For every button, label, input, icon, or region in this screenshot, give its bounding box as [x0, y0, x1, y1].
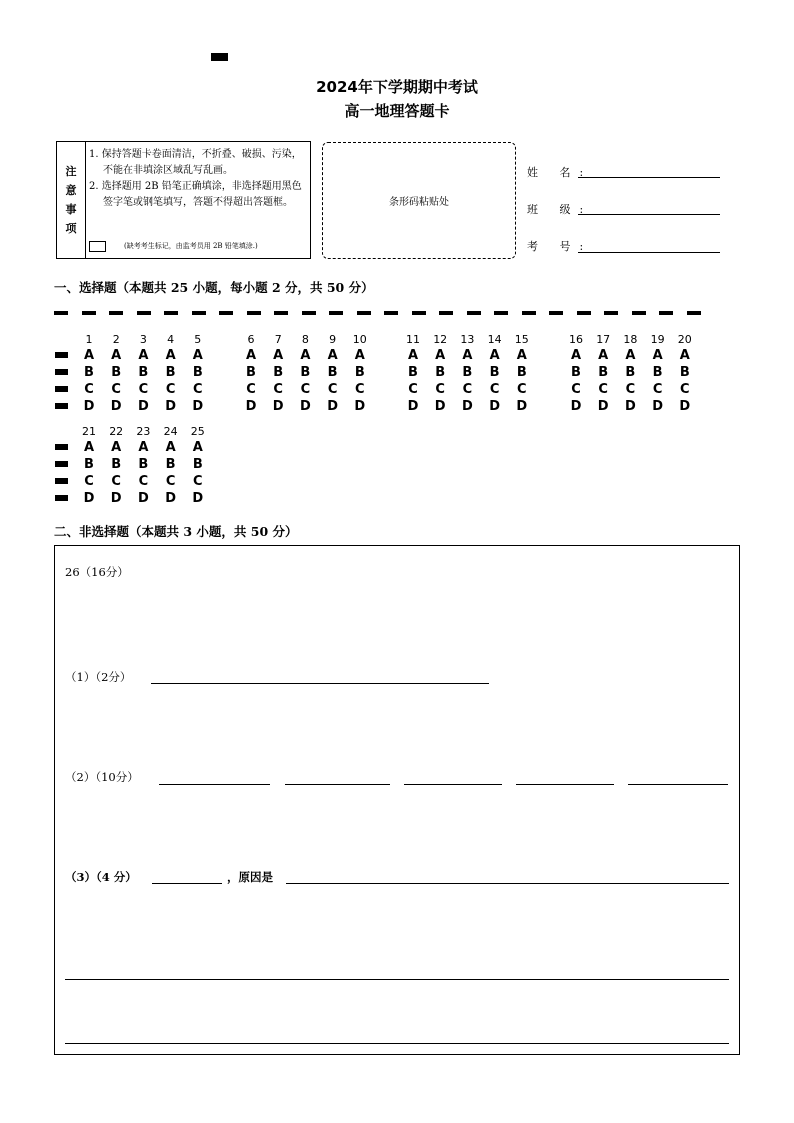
question-number: 6 — [247, 333, 255, 346]
row-timing-mark — [55, 461, 68, 467]
option-bubble-b[interactable]: B — [246, 365, 256, 380]
option-bubble-a[interactable]: A — [652, 348, 663, 363]
question-number: 19 — [650, 333, 665, 346]
option-bubble-a[interactable]: A — [570, 348, 582, 363]
timing-mark — [274, 311, 288, 315]
option-bubble-c[interactable]: C — [300, 382, 311, 397]
notice-item: 2. 选择题用 2B 铅笔正确填涂，非选择题用黑色签字笔或钢笔填写，答题不得超出答题框。 — [89, 181, 302, 208]
option-bubble-d[interactable]: D — [110, 491, 122, 506]
notice-label-char: 事 — [65, 203, 77, 216]
question-number: 1 — [85, 333, 93, 346]
option-bubble-a[interactable]: A — [516, 348, 527, 363]
option-bubble-c[interactable]: C — [193, 474, 203, 489]
barcode-label: 条形码粘贴处 — [389, 197, 449, 208]
q26-extra-answer-line[interactable] — [65, 1042, 729, 1044]
option-bubble-b[interactable]: B — [138, 365, 149, 380]
option-bubble-d[interactable]: D — [165, 399, 176, 414]
option-bubble-a[interactable]: A — [165, 440, 176, 455]
question-number: 4 — [167, 333, 175, 346]
question-number: 25 — [190, 425, 205, 438]
timing-mark — [357, 311, 371, 315]
option-bubble-b[interactable]: B — [111, 457, 122, 472]
q26-part2-answer-line[interactable] — [404, 783, 502, 785]
option-bubble-d[interactable]: D — [597, 399, 609, 414]
option-bubble-c[interactable]: C — [84, 474, 94, 489]
timing-mark — [439, 311, 453, 315]
q26-label: 26（16分） — [65, 565, 129, 579]
option-bubble-d[interactable]: D — [489, 399, 500, 414]
option-bubble-a[interactable]: A — [111, 348, 122, 363]
q26-part2-answer-line[interactable] — [159, 783, 270, 785]
q26-part3-reason-label: ，原因是 — [227, 870, 273, 884]
option-bubble-a[interactable]: A — [598, 348, 609, 363]
absent-marker-box[interactable] — [89, 241, 106, 252]
option-bubble-a[interactable]: A — [489, 348, 500, 363]
timing-mark — [54, 311, 68, 315]
option-bubble-d[interactable]: D — [192, 399, 204, 414]
option-bubble-a[interactable]: A — [192, 348, 203, 363]
timing-mark — [329, 311, 343, 315]
option-bubble-a[interactable]: A — [354, 348, 365, 363]
option-bubble-b[interactable]: B — [84, 365, 94, 380]
option-bubble-b[interactable]: B — [300, 365, 311, 380]
option-bubble-a[interactable]: A — [83, 348, 95, 363]
option-bubble-d[interactable]: D — [83, 399, 95, 414]
question-number: 10 — [352, 333, 367, 346]
timing-mark — [137, 311, 151, 315]
q26-part3-reason-line[interactable] — [286, 882, 729, 884]
q26-part2-answer-line[interactable] — [628, 783, 728, 785]
option-bubble-b[interactable]: B — [625, 365, 636, 380]
timing-mark — [577, 311, 591, 315]
question-number: 16 — [569, 333, 583, 346]
q26-part3-label: （3）（4 分） — [65, 870, 137, 884]
option-bubble-c[interactable]: C — [165, 382, 176, 397]
option-bubble-b[interactable]: B — [273, 365, 284, 380]
option-bubble-b[interactable]: B — [435, 365, 446, 380]
option-bubble-b[interactable]: B — [165, 457, 176, 472]
notice-label — [57, 142, 86, 258]
option-bubble-a[interactable]: A — [462, 348, 473, 363]
q26-extra-answer-line[interactable] — [65, 978, 729, 980]
barcode-area — [322, 142, 516, 259]
option-bubble-d[interactable]: D — [245, 399, 257, 414]
question-number: 24 — [163, 425, 178, 438]
timing-mark — [412, 311, 426, 315]
option-bubble-c[interactable]: C — [84, 382, 94, 397]
q26-part3-answer-line[interactable] — [152, 882, 222, 884]
option-bubble-b[interactable]: B — [462, 365, 473, 380]
question-number: 22 — [109, 425, 124, 438]
option-bubble-c[interactable]: C — [489, 382, 500, 397]
option-bubble-a[interactable]: A — [138, 348, 149, 363]
notice-text — [89, 147, 309, 211]
row-timing-mark — [55, 478, 68, 484]
row-timing-mark — [55, 386, 68, 392]
option-bubble-a[interactable]: A — [111, 440, 122, 455]
question-number: 3 — [139, 333, 147, 346]
option-bubble-b[interactable]: B — [598, 365, 609, 380]
option-bubble-c[interactable]: C — [273, 382, 283, 397]
question-number: 9 — [329, 333, 337, 346]
option-bubble-d[interactable]: D — [434, 399, 446, 414]
timing-mark — [164, 311, 178, 315]
option-bubble-a[interactable]: A — [407, 348, 419, 363]
absent-marker-note: (缺考考生标记，由监考员用 2B 铅笔填涂.) — [124, 242, 258, 250]
question-number: 17 — [596, 333, 611, 346]
option-bubble-a[interactable]: A — [83, 440, 95, 455]
option-bubble-b[interactable]: B — [84, 457, 94, 472]
q26-part2-answer-line[interactable] — [516, 783, 614, 785]
class-field[interactable] — [578, 213, 720, 215]
option-bubble-d[interactable]: D — [354, 399, 366, 414]
row-timing-mark — [55, 444, 68, 450]
q26-part1-answer-line[interactable] — [151, 682, 489, 684]
option-bubble-a[interactable]: A — [192, 440, 203, 455]
option-bubble-d[interactable]: D — [137, 491, 149, 506]
option-bubble-c[interactable]: C — [435, 382, 445, 397]
option-bubble-d[interactable]: D — [679, 399, 691, 414]
option-bubble-a[interactable]: A — [679, 348, 690, 363]
timing-mark — [247, 311, 261, 315]
option-bubble-b[interactable]: B — [516, 365, 527, 380]
q26-part2-answer-line[interactable] — [285, 783, 390, 785]
option-bubble-a[interactable]: A — [327, 348, 338, 363]
question-number: 20 — [677, 333, 692, 346]
option-bubble-d[interactable]: D — [83, 491, 95, 506]
option-bubble-b[interactable]: B — [165, 365, 176, 380]
option-bubble-b[interactable]: B — [111, 365, 122, 380]
absent-marker-row — [89, 238, 309, 254]
option-bubble-c[interactable]: C — [625, 382, 636, 397]
exam-id-field[interactable] — [578, 251, 720, 253]
option-bubble-c[interactable]: C — [571, 382, 581, 397]
option-bubble-a[interactable]: A — [273, 348, 284, 363]
question-number: 15 — [514, 333, 529, 346]
question-number: 11 — [406, 333, 420, 346]
option-bubble-d[interactable]: D — [272, 399, 284, 414]
question-number: 18 — [623, 333, 638, 346]
option-bubble-d[interactable]: D — [299, 399, 311, 414]
question-number: 12 — [433, 333, 448, 346]
option-bubble-a[interactable]: A — [625, 348, 636, 363]
option-bubble-a[interactable]: A — [245, 348, 257, 363]
question-number: 13 — [460, 333, 475, 346]
question-number: 2 — [112, 333, 120, 346]
option-bubble-a[interactable]: A — [165, 348, 176, 363]
option-bubble-d[interactable]: D — [461, 399, 473, 414]
option-bubble-d[interactable]: D — [137, 399, 149, 414]
timing-mark — [522, 311, 536, 315]
class-label: 班 级: — [527, 203, 593, 216]
option-bubble-d[interactable]: D — [110, 399, 122, 414]
option-bubble-c[interactable]: C — [355, 382, 365, 397]
option-bubble-b[interactable]: B — [408, 365, 418, 380]
option-bubble-c[interactable]: C — [111, 382, 121, 397]
q26-part1-label: （1）（2分） — [65, 670, 132, 684]
timing-mark — [494, 311, 508, 315]
question-number: 14 — [487, 333, 502, 346]
timing-mark — [192, 311, 206, 315]
question-number: 5 — [194, 333, 202, 346]
question-number: 7 — [274, 333, 282, 346]
timing-mark — [549, 311, 563, 315]
question-number: 21 — [82, 425, 96, 438]
option-bubble-c[interactable]: C — [138, 474, 149, 489]
row-timing-mark — [55, 403, 68, 409]
option-bubble-d[interactable]: D — [570, 399, 582, 414]
notice-box — [56, 141, 311, 259]
q26-part2-label: （2）（10分） — [65, 770, 139, 784]
option-bubble-c[interactable]: C — [165, 474, 176, 489]
option-bubble-b[interactable]: B — [327, 365, 338, 380]
notice-label-char: 注 — [65, 165, 77, 178]
timing-mark — [687, 311, 701, 315]
option-bubble-b[interactable]: B — [571, 365, 581, 380]
name-label: 姓 名: — [527, 166, 593, 179]
name-field[interactable] — [578, 176, 720, 178]
timing-mark — [632, 311, 646, 315]
question-number: 8 — [301, 333, 309, 346]
timing-mark — [219, 311, 233, 315]
option-bubble-c[interactable]: C — [408, 382, 418, 397]
timing-mark — [659, 311, 673, 315]
option-bubble-c[interactable]: C — [652, 382, 663, 397]
option-bubble-c[interactable]: C — [680, 382, 690, 397]
timing-mark — [302, 311, 316, 315]
option-bubble-d[interactable]: D — [165, 491, 176, 506]
timing-mark — [109, 311, 123, 315]
option-bubble-b[interactable]: B — [192, 365, 203, 380]
question-number: 23 — [136, 425, 151, 438]
position-mark — [211, 53, 228, 61]
option-bubble-d[interactable]: D — [192, 491, 204, 506]
exam-title: 2024年下学期期中考试 — [316, 78, 478, 96]
notice-label-char: 项 — [65, 222, 77, 235]
option-bubble-a[interactable]: A — [300, 348, 311, 363]
option-bubble-c[interactable]: C — [462, 382, 473, 397]
option-bubble-b[interactable]: B — [679, 365, 690, 380]
section1-title: 一、选择题（本题共 25 小题，每小题 2 分，共 50 分） — [54, 280, 374, 295]
notice-label-char: 意 — [65, 184, 77, 197]
timing-mark — [467, 311, 481, 315]
option-bubble-d[interactable]: D — [516, 399, 528, 414]
timing-mark — [82, 311, 96, 315]
option-bubble-b[interactable]: B — [192, 457, 203, 472]
option-bubble-c[interactable]: C — [193, 382, 203, 397]
option-bubble-b[interactable]: B — [489, 365, 500, 380]
option-bubble-c[interactable]: C — [327, 382, 338, 397]
option-bubble-d[interactable]: D — [407, 399, 419, 414]
option-bubble-c[interactable]: C — [246, 382, 256, 397]
row-timing-mark — [55, 369, 68, 375]
option-bubble-b[interactable]: B — [354, 365, 365, 380]
id-label: 考 号: — [527, 240, 593, 253]
option-bubble-c[interactable]: C — [598, 382, 608, 397]
row-timing-mark — [55, 495, 68, 501]
option-bubble-d[interactable]: D — [327, 399, 338, 414]
option-bubble-b[interactable]: B — [138, 457, 149, 472]
option-bubble-a[interactable]: A — [138, 440, 149, 455]
notice-item: 1. 保持答题卡卷面清洁，不折叠、破损、污染，不能在非填涂区域乱写乱画。 — [89, 149, 302, 176]
timing-mark — [604, 311, 618, 315]
option-bubble-d[interactable]: D — [652, 399, 663, 414]
row-timing-mark — [55, 352, 68, 358]
option-bubble-c[interactable]: C — [138, 382, 149, 397]
option-bubble-c[interactable]: C — [517, 382, 527, 397]
option-bubble-b[interactable]: B — [652, 365, 663, 380]
card-subtitle: 高一地理答题卡 — [344, 102, 450, 120]
answer-box-q26 — [54, 545, 740, 1055]
option-bubble-c[interactable]: C — [111, 474, 121, 489]
timing-mark — [384, 311, 398, 315]
option-bubble-d[interactable]: D — [624, 399, 636, 414]
option-bubble-a[interactable]: A — [435, 348, 446, 363]
section2-title: 二、非选择题（本题共 3 小题，共 50 分） — [54, 524, 298, 539]
